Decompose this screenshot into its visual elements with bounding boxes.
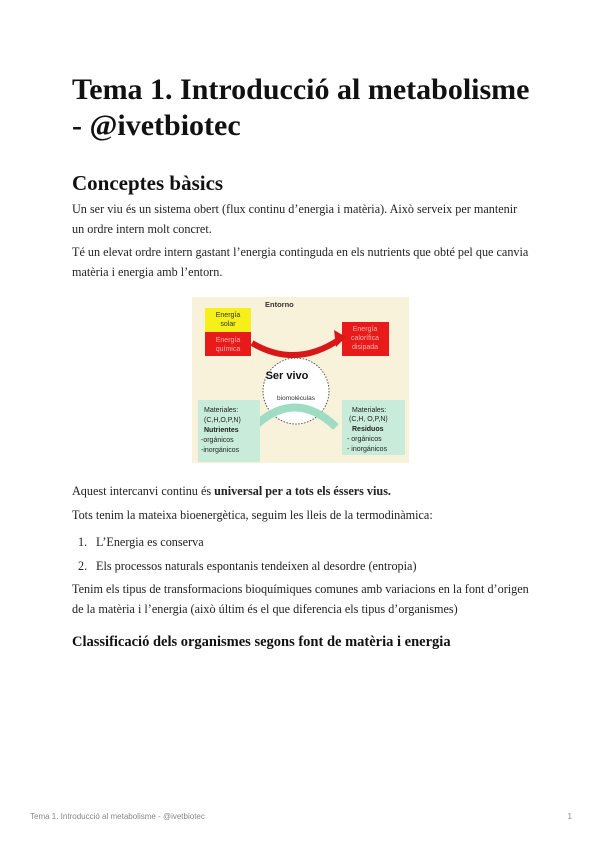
paragraph-bioenergetics: Tots tenim la mateixa bioenergètica, seguim les lleis de la termodinàmica: xyxy=(72,508,433,522)
waste-label: Residuos xyxy=(352,426,384,433)
list-item-number: 2. xyxy=(78,559,88,573)
list-item-text: Els processos naturals espontanis tendeixen al desordre (entropia) xyxy=(96,559,417,573)
materials-in-label-2: (C,H,O,P,N) xyxy=(204,417,241,424)
biomolecules-label: biomoléculas xyxy=(277,395,315,402)
energy-heat-label-3: disipada xyxy=(351,344,379,351)
materials-out-label-1: Materiales: xyxy=(352,407,387,414)
energy-chemical-label-1: Energía xyxy=(215,337,241,344)
materials-out-label-2: (C,H, O,P,N) xyxy=(349,416,388,423)
list-item xyxy=(72,554,532,578)
metabolism-diagram xyxy=(192,297,409,463)
materials-in-label-1: Materiales: xyxy=(204,407,239,414)
waste-inorganic-label: - inorgánicos xyxy=(347,446,388,453)
energy-solar-label-1: Energía xyxy=(215,312,241,319)
paragraph-exchange xyxy=(72,482,532,502)
paragraph-exchange-text: Aquest intercanvi continu és xyxy=(72,484,215,498)
paragraph-open-system: Un ser viu és un sistema obert (flux continu d’energia i matèria). Això serveix per mantenir un ordre intern molt concret. xyxy=(72,202,518,236)
nutrients-label: Nutrientes xyxy=(204,427,239,434)
paragraph-internal-order: Té un elevat ordre intern gastant l’energia continguda en els nutrients que obté pel que canvia matèria i energia amb l’entorn. xyxy=(72,245,529,279)
paragraph-exchange-bold: universal per a tots els éssers vius. xyxy=(214,484,391,498)
section-heading: Conceptes bàsics xyxy=(72,171,224,195)
metabolism-diagram-svg xyxy=(192,297,409,463)
diagram-label-entorno: Entorno xyxy=(265,300,294,309)
paragraph-transformations: Tenim els tipus de transformacions bioquímiques comunes amb variacions en la font d’origen de la matèria i l’energia (això últim és el que diferencia els tipus d’organismes) xyxy=(72,582,529,616)
list-item-text: L’Energia es conserva xyxy=(96,535,204,549)
energy-solar-label-2: solar xyxy=(220,321,236,328)
energy-flow-arrow xyxy=(252,339,340,355)
thermodynamics-list xyxy=(72,530,532,578)
energy-heat-label-1: Energía xyxy=(352,326,378,333)
energy-chemical-label-2: química xyxy=(215,346,241,353)
footer-title: Tema 1. Introducció al metabolisme - @ivetbiotec xyxy=(30,812,205,821)
document-title: Tema 1. Introducció al metabolisme - @ivetbiotec xyxy=(72,73,530,142)
living-being-label: Ser vivo xyxy=(265,370,309,382)
energy-heat-label-2: calorífica xyxy=(350,335,380,342)
list-item xyxy=(72,530,532,554)
nutrients-inorganic-label: -inorgánicos xyxy=(201,447,240,454)
footer-page-number: 1 xyxy=(567,812,572,821)
nutrients-organic-label: -orgánicos xyxy=(201,437,234,444)
list-item-number: 1. xyxy=(78,535,88,549)
waste-organic-label: - orgánicos xyxy=(347,436,382,443)
subheading-classification: Classificació dels organismes segons font de matèria i energia xyxy=(72,634,451,650)
